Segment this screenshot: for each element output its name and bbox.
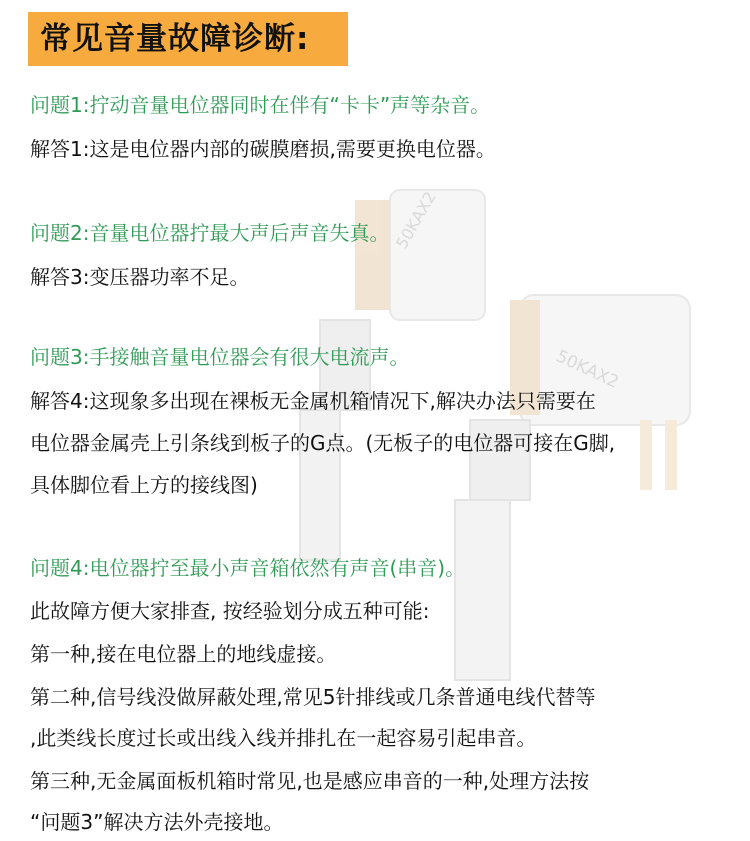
question-2-text: 问题2:音量电位器拧最大声后声音失真。 — [30, 221, 390, 245]
page-title: 常见音量故障诊断: — [40, 21, 310, 57]
answer-4-case-3-line-2: “问题3”解决方法外壳接地。 — [30, 810, 284, 834]
watermark-label-2: 50KAX2 — [552, 346, 622, 393]
answer-4-case-3-line-1: 第三种,无金属面板机箱时常见,也是感应串音的一种,处理方法按 — [30, 769, 590, 793]
answer-2-text: 解答3:变压器功率不足。 — [30, 265, 250, 289]
answer-4-intro: 此故障方便大家排查, 按经验划分成五种可能: — [30, 599, 430, 623]
answer-4-case-2-line-2: ,此类线长度过长或出线入线并排扎在一起容易引起串音。 — [30, 726, 537, 750]
answer-4-case-1: 第一种,接在电位器上的地线虚接。 — [30, 642, 337, 666]
answer-3-line-1: 解答4:这现象多出现在裸板无金属机箱情况下,解决办法只需要在 — [30, 389, 596, 413]
question-4-text: 问题4:电位器拧至最小声音箱依然有声音(串音)。 — [30, 556, 466, 580]
answer-4-case-2-line-1: 第二种,信号线没做屏蔽处理,常见5针排线或几条普通电线代替等 — [30, 685, 596, 709]
question-3-text: 问题3:手接触音量电位器会有很大电流声。 — [30, 345, 410, 369]
watermark-label-1: 50KAX2 — [392, 188, 440, 252]
question-1-text: 问题1:拧动音量电位器同时在伴有“卡卡”声等杂音。 — [30, 93, 491, 117]
answer-3-line-2: 电位器金属壳上引条线到板子的G点。(无板子的电位器可接在G脚, — [30, 431, 616, 455]
answer-3-line-3: 具体脚位看上方的接线图) — [30, 473, 258, 497]
answer-1-text: 解答1:这是电位器内部的碳膜磨损,需要更换电位器。 — [30, 137, 496, 161]
potentiometer-2 — [455, 295, 690, 680]
